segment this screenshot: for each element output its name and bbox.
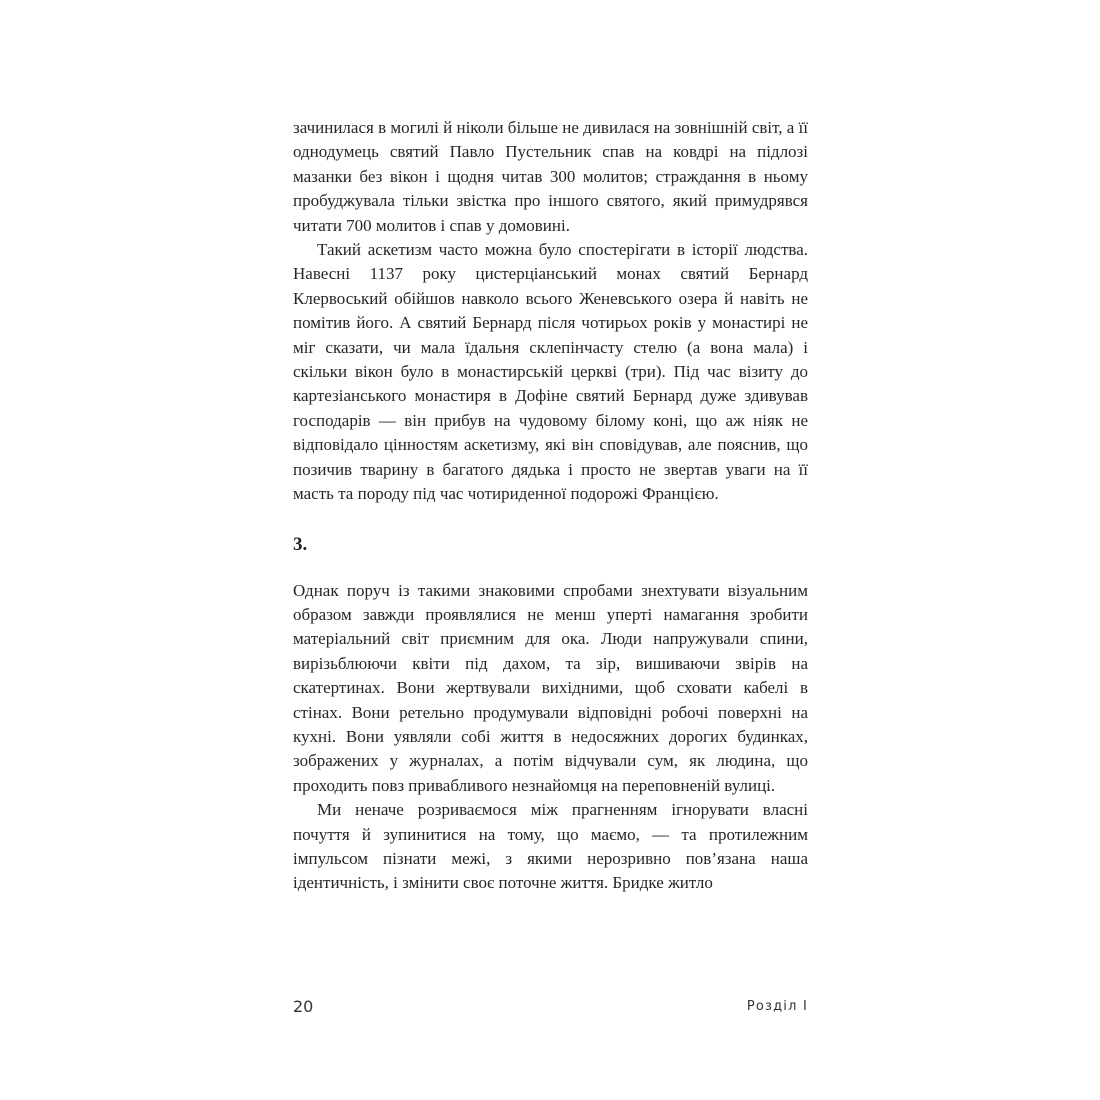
paragraph-2: Такий аскетизм часто можна було спостерігати в історії людства. Навесні 1137 року цистерціанський монах святий Бернард Клервоський обійшов навколо всього Женевського озера й навіть не помітив його. А святий Бернард після чотирьох років у монастирі не міг сказати, чи мала їдальня склепінчасту стелю (а вона мала) і скільки вікон було в монастирській церкві (три). Під час візиту до картезіанського монастиря в Дофіне святий Бернард дуже здивував господарів — він прибув на чудовому білому коні, що аж ніяк не відповідало цінностям аскетизму, які він сповідував, але пояснив, що позичив тварину в багатого дядька і просто не звертав уваги на її масть та породу під час чотириденної подорожі Францією. bbox=[293, 240, 808, 504]
paragraph-4: Ми неначе розриваємося між прагненням ігнорувати власні почуття й зупинитися на тому, що маємо, — та протилежним імпульсом пізнати межі, з якими нерозривно пов’язана наша ідентичність, і змінити своє поточне життя. Бридке житло bbox=[293, 800, 808, 893]
section-heading: 3. bbox=[293, 533, 308, 555]
chapter-label: Розділ І bbox=[746, 999, 808, 1014]
paragraph-3: Однак поруч із такими знаковими спробами знехтувати візуальним образом завжди проявлялися не менш уперті намагання зробити матеріальний світ приємним для ока. Люди напружували спини, вирізьблюючи квіти під дахом, та зір, вишиваючи звірів на скатертинах. Вони жертвували вихідними, щоб сховати кабелі в стінах. Вони ретельно продумували відповідні робочі поверхні на кухні. Вони уявляли собі життя в недосяжних дорогих будинках, зображених у журналах, а потім відчували сум, як людина, що проходить повз привабливого незнайомця на переповненій вулиці. bbox=[293, 580, 808, 795]
page-number: 20 bbox=[293, 997, 314, 1016]
page-footer bbox=[293, 997, 808, 1021]
paragraph-1: зачинилася в могилі й ніколи більше не дивилася на зовнішній світ, а її однодумець святий Павло Пустельник спав на ковдрі на підлозі мазанки без вікон і щодня читав 300 молитов; страждання в ньому пробуджувала тільки звістка про іншого святого, який примудрявся читати 700 молитов і спав у домовині. bbox=[293, 118, 809, 235]
page-text-block bbox=[293, 116, 808, 896]
